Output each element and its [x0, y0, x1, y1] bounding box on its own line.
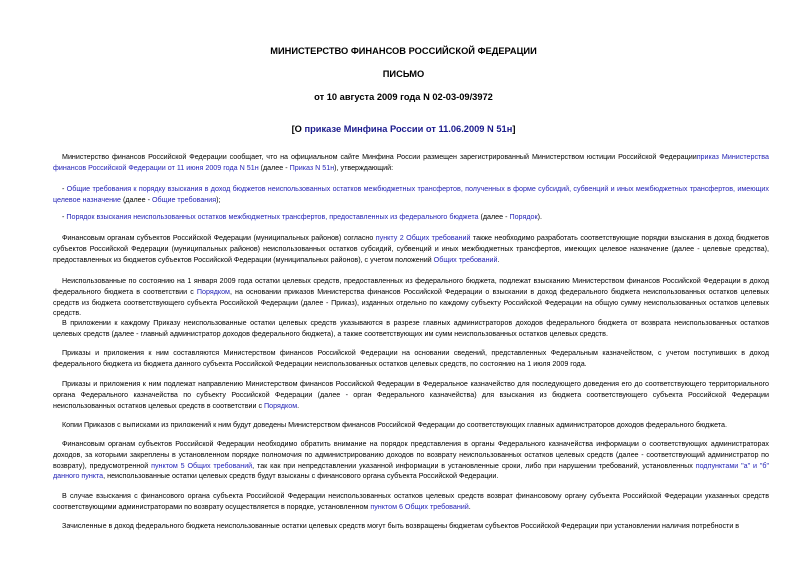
general-requirements-ref-link[interactable]: Общих требований: [433, 255, 498, 264]
p1-text-a: Министерство финансов Российской Федерации сообщает, что на официальном сайте Минфина России размещен зарегистрированный Министерством юстиции Российской Федерации: [62, 153, 697, 161]
procedure-link[interactable]: Порядок взыскания неиспользованных остатков межбюджетных трансфертов, предоставленных из федерального бюджета: [66, 213, 479, 221]
document-date: от 10 августа 2009 года N 02-03-09/3972: [314, 92, 493, 102]
p10-text-b: , так как при непредставлении указанной информации в установленные сроки, либо при нарушении требований, установленных: [252, 461, 696, 470]
paragraph-6: В приложении к каждому Приказу неиспользованные остатки целевых средств указываются в разрезе главных администраторов доходов федерального бюджета от возврата неиспользованных остатков целевых средств (далее - главный администратор доходов федерального бюджета), а также соответствующих им сумм неиспользованных остатков целевых средств.: [53, 319, 769, 338]
p8-text-b: .: [297, 401, 300, 410]
subject-prefix: [О: [291, 124, 305, 134]
paragraph-9: Копии Приказов с выписками из приложений к ним будут доведены Министерством финансов Российской Федерации до соответствующих главных администраторов доходов федерального бюджета.: [62, 421, 727, 429]
paragraph-7: Приказы и приложения к ним составляются Министерством финансов Российской Федерации на основании сведений, представленных Федеральным казначейством, с учетом поступивших в доход федерального бюджета из бюджета данного субъекта Российской Федерации неиспользованных остатков целевых средств, по состоянию на 1 июля 2009 года.: [53, 349, 769, 368]
subclauses-link[interactable]: подпунктами "а" и "б" данного пункта: [53, 461, 769, 481]
p4-text-a: Финансовым органам субъектов Российской Федерации (муниципальных районов) согласно: [62, 234, 376, 242]
p8-text-a: Приказы и приложения к ним подлежат направлению Министерством финансов Российской Федерации в Федеральное казначейство для последующего доведения его до соответствующего территориального органа Федерального казначейства по субъекту Российской Федерации (далее - орган Федерального казначейства) для взыскания из бюджета соответствующего субъекта Российской Федерации неиспользованных остатков целевых средств в соответствии с: [53, 380, 769, 410]
p11-text-a: В случае взыскания с финансового органа субъекта Российской Федерации неиспользованных остатков целевых средств возврат финансовому органу субъекта Российской Федерации указанных средств соответствующими администраторами по возврату осуществляется в порядке, установленном: [53, 492, 769, 511]
paragraph-5: [53, 276, 769, 319]
paragraph-10: [53, 439, 769, 482]
clause-2-link[interactable]: пункту 2 Общих требований: [375, 234, 471, 242]
document-subject: [0, 124, 807, 135]
p2-text-c: );: [216, 195, 221, 204]
p4-text-c: .: [497, 255, 500, 264]
p11-text-b: .: [468, 502, 471, 511]
order-51n-short-link[interactable]: Приказ N 51н: [289, 163, 335, 172]
paragraph-11: [53, 491, 769, 513]
p3-text-b: (далее -: [478, 213, 510, 221]
p1-text-c: ), утверждающий:: [334, 163, 394, 172]
procedure-ref-link[interactable]: Порядком: [196, 287, 230, 296]
p5-text-a: Неиспользованные по состоянию на 1 января 2009 года остатки целевых средств, предоставленных из федерального бюджета, подлежат взысканию Министерством финансов Российской Федерации в доход федерального бюджета в соответствии с: [53, 277, 769, 296]
document-type: ПИСЬМО: [382, 69, 425, 79]
ministry-heading: МИНИСТЕРСТВО ФИНАНСОВ РОССИЙСКОЙ ФЕДЕРАЦИИ: [270, 46, 537, 56]
p3-text-a: -: [62, 213, 67, 221]
p5-text-b: , на основании приказов Министерства финансов Российской Федерации о взыскании в доход федерального бюджета неиспользованных остатков целевых средств из бюджета соответствующего субъекта Российской Федерации (далее - Приказ), изданных отдельно по каждому субъекту Российской Федерации на общую сумму неиспользованных остатков целевых средств.: [53, 287, 769, 318]
paragraph-2: [53, 184, 769, 206]
order-51n-link[interactable]: приказ Министерства финансов Российской Федерации от 11 июня 2009 года N 51н: [53, 153, 769, 172]
p10-text-c: , неиспользованные остатки целевых средств будут взысканы с финансового органа субъекта Российской Федерации.: [103, 472, 499, 481]
p2-text-a: -: [62, 185, 67, 193]
p1-text-b: (далее -: [258, 163, 290, 172]
paragraph-1: [53, 152, 769, 174]
paragraph-4: [53, 233, 769, 265]
paragraph-3: [53, 212, 769, 223]
subject-suffix: ]: [512, 124, 516, 134]
procedure-ref-link-2[interactable]: Порядком: [264, 401, 298, 410]
paragraph-12: Зачисленные в доход федерального бюджета неиспользованные остатки целевых средств могут быть возвращены бюджетам субъектов Российской Федерации при установлении наличия потребности в: [62, 522, 740, 530]
general-requirements-short-link[interactable]: Общие требования: [151, 195, 217, 204]
p10-text-a: Финансовым органам субъектов Российской Федерации необходимо обратить внимание на порядок представления в органы Федерального казначейства информации о соответствующих администраторах доходов, за которыми закреплены в установленном порядке полномочия по администрированию доходов по возврату неиспользованных остатков целевых средств (далее - соответствующий администратор по возврату), предусмотренной: [53, 440, 769, 470]
general-requirements-link[interactable]: Общие требования к порядку взыскания в доход бюджетов неиспользованных остатков межбюджетных трансфертов, полученных в форме субсидий, субвенций и иных межбюджетных трансфертов, имеющих целевое назначение: [53, 185, 769, 204]
p3-text-c: ).: [537, 213, 542, 221]
subject-link[interactable]: приказе Минфина России от 11.06.2009 N 51н: [304, 124, 513, 134]
clause-6-link[interactable]: пунктом 6 Общих требований: [370, 502, 469, 511]
p4-text-b: также необходимо разработать соответствующие порядки взыскания в доход бюджетов субъектов Российской Федерации (муниципальных районов) неиспользованных остатков субсидий, субвенций и иных межбюджетных трансфертов, имеющих целевое назначение (далее - целевые средства), предоставленных из бюджетов субъектов Российской Федерации (муниципальных районов), с учетом положений: [53, 234, 769, 264]
p2-text-b: (далее -: [120, 195, 152, 204]
procedure-short-link[interactable]: Порядок: [509, 213, 538, 221]
clause-5-link[interactable]: пунктом 5 Общих требований: [151, 461, 253, 470]
paragraph-8: [53, 379, 769, 411]
